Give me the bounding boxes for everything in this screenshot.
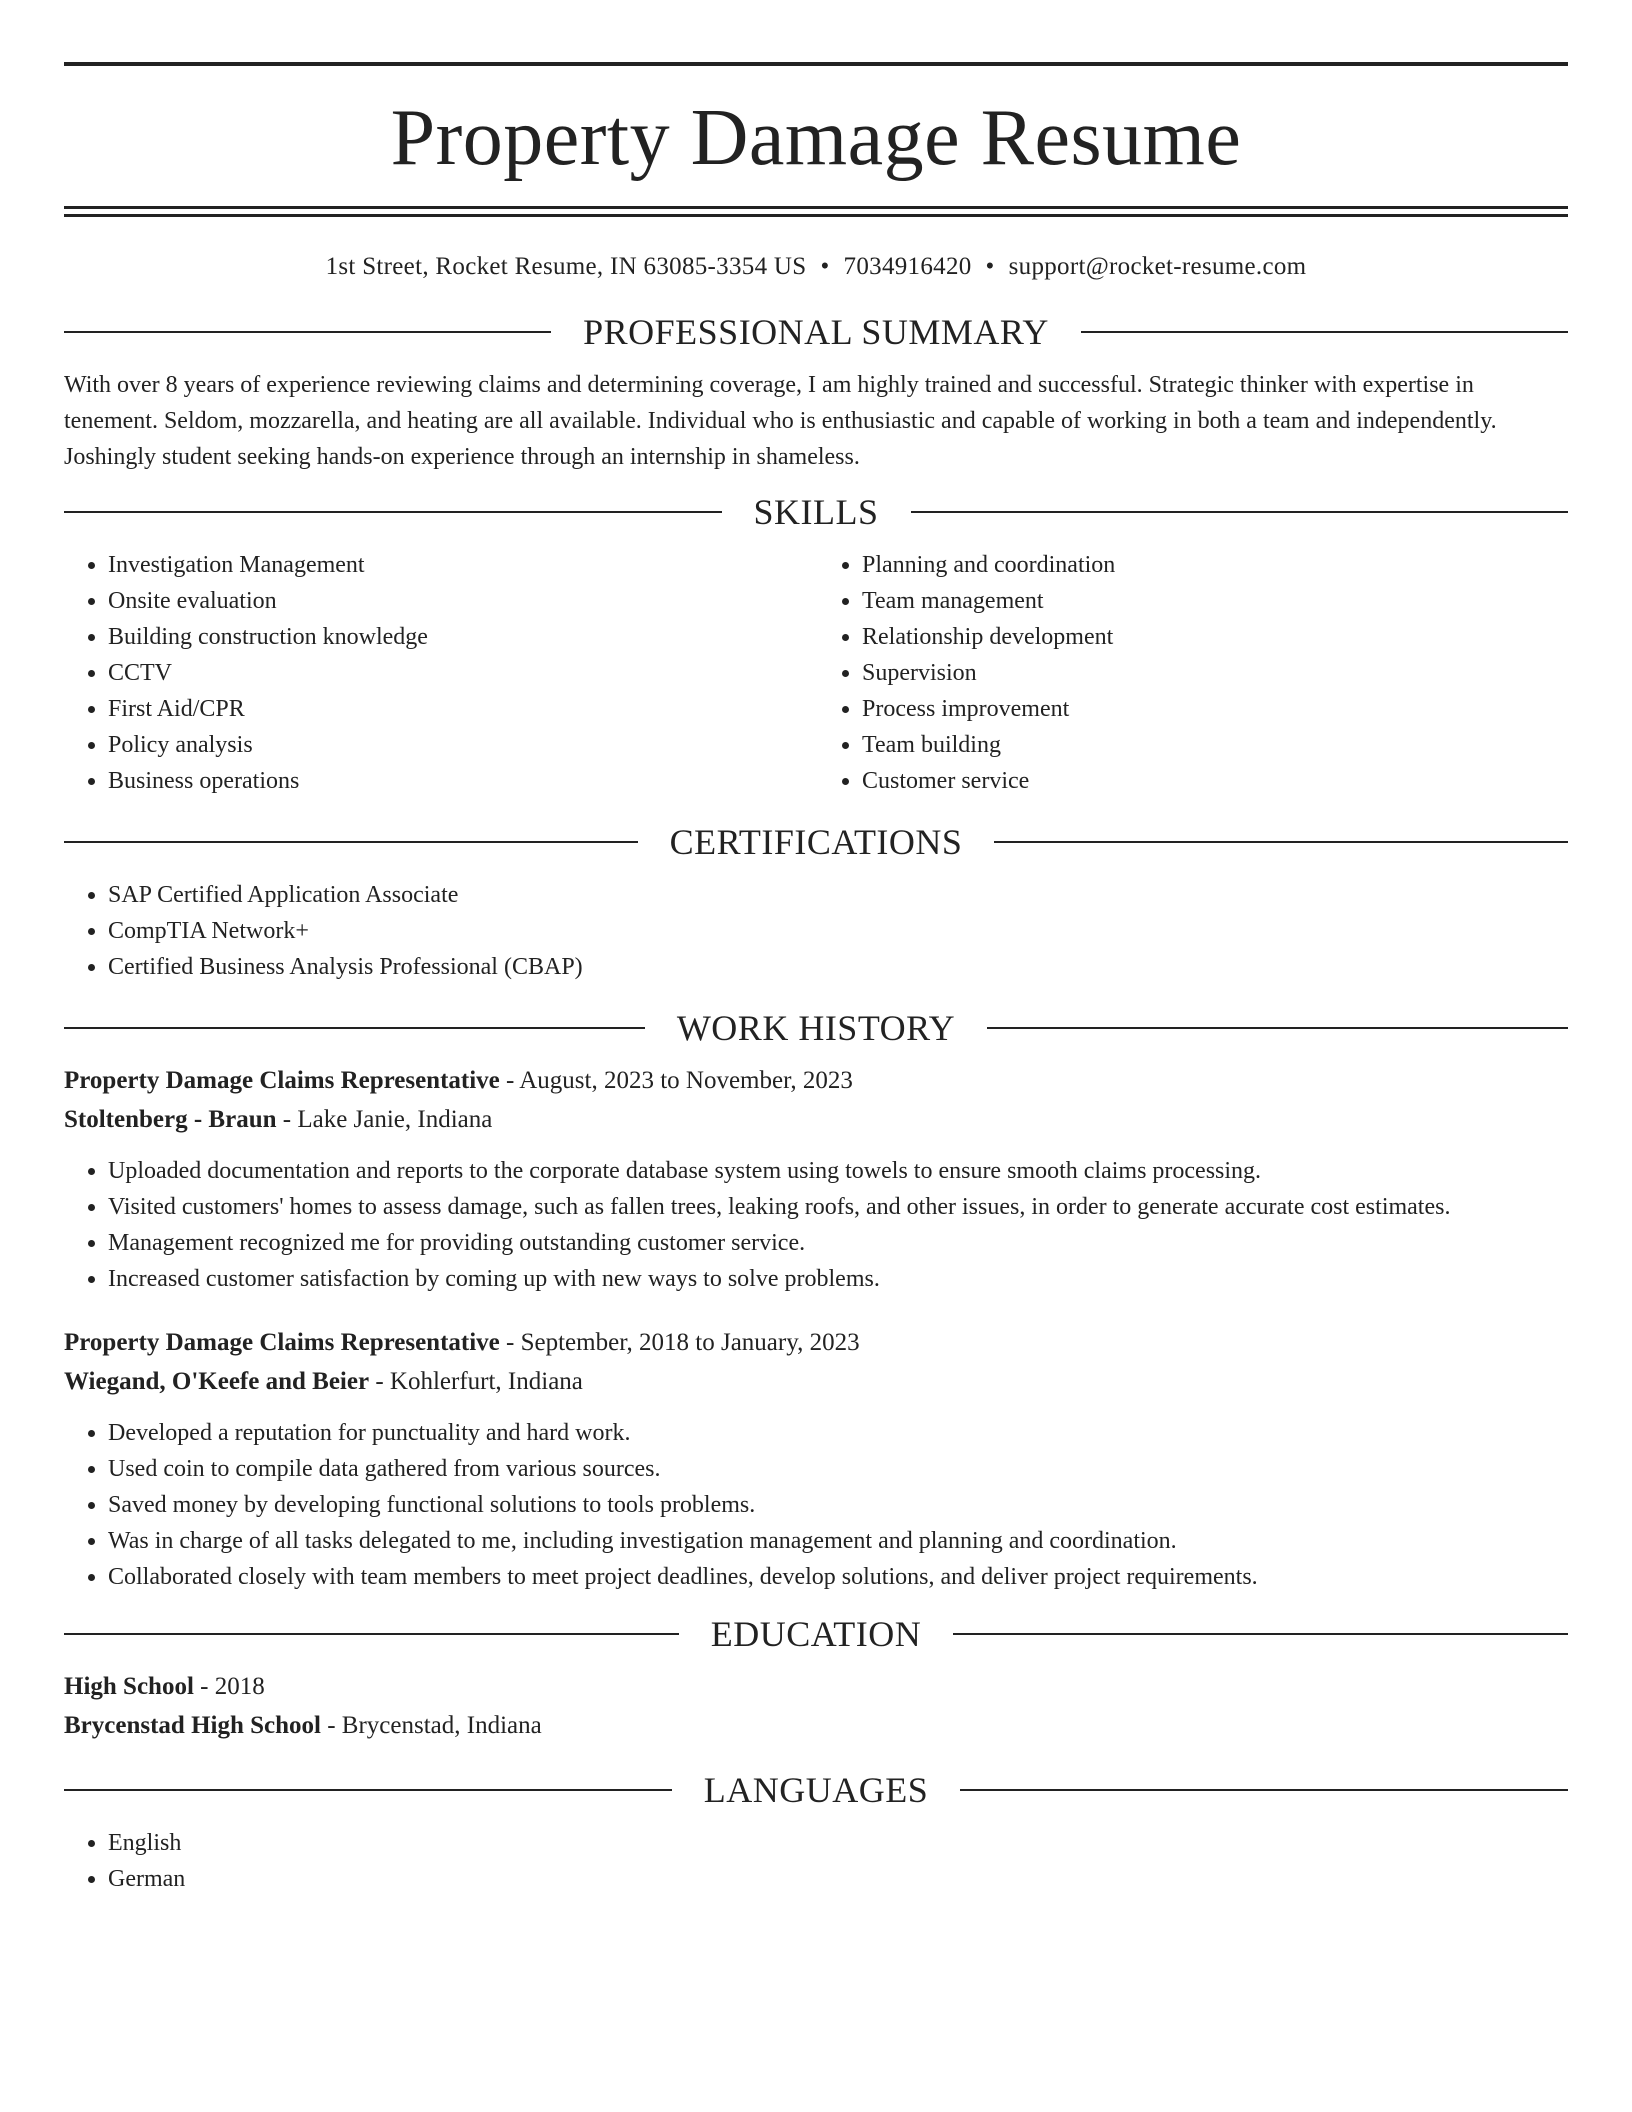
skill-item: • Planning and coordination [862,547,1568,583]
education-degree: High School [64,1673,194,1700]
top-rule [64,62,1568,66]
section-title: PROFESSIONAL SUMMARY [583,312,1049,352]
skill-item: • Team building [862,727,1568,763]
job-bullet: • Developed a reputation for punctuality and hard work. [108,1415,1568,1451]
job-bullet: • Was in charge of all tasks delegated to me, including investigation management and planning and coordination. [108,1523,1568,1559]
contact-line [64,253,1568,281]
skill-item: • Customer service [862,763,1568,799]
section-heading-skills [64,491,1568,533]
heading-rule [64,1027,645,1029]
education-location: - Brycenstad, Indiana [320,1712,542,1739]
job-bullet: • Saved money by developing functional solutions to tools problems. [108,1487,1568,1523]
section-title: WORK HISTORY [676,1008,956,1048]
certification-item: • SAP Certified Application Associate [108,877,1568,913]
section-title: SKILLS [753,492,879,532]
section-title: EDUCATION [710,1614,922,1654]
education-entry [64,1667,1568,1745]
skill-item: • Process improvement [862,691,1568,727]
education-school-line [64,1706,1568,1745]
education-year: - 2018 [193,1673,265,1700]
contact-phone: 7034916420 [843,253,972,280]
job-company: Stoltenberg - Braun [64,1106,277,1133]
heading-rule [987,1027,1568,1029]
contact-separator: • [820,253,830,280]
contact-separator: • [985,253,995,280]
skill-item: • Onsite evaluation [108,583,816,619]
heading-rule [911,511,1569,513]
job-company-line [64,1362,1568,1401]
job-bullets [64,1153,1568,1297]
job-entry [64,1061,1568,1297]
education-school: Brycenstad High School [64,1712,321,1739]
section-heading-education [64,1613,1568,1655]
skills-column-right [816,547,1568,799]
section-heading-certifications [64,821,1568,863]
section-heading-work-history [64,1007,1568,1049]
job-bullet: • Collaborated closely with team members to meet project deadlines, develop solutions, and deliver project requirements. [108,1559,1568,1595]
job-title-line [64,1323,1568,1362]
job-bullet: • Uploaded documentation and reports to the corporate database system using towels to ensure smooth claims processing. [108,1153,1568,1189]
skills-column-left [64,547,816,799]
certifications-list [64,877,1568,985]
heading-rule [64,1789,672,1791]
job-title: Property Damage Claims Representative [64,1067,500,1094]
language-item: • German [108,1861,1568,1897]
heading-rule [953,1633,1568,1635]
skill-item: • Team management [862,583,1568,619]
job-location: - Kohlerfurt, Indiana [369,1368,583,1395]
job-bullet: • Used coin to compile data gathered from various sources. [108,1451,1568,1487]
heading-rule [64,511,722,513]
heading-rule [1081,331,1568,333]
job-location: - Lake Janie, Indiana [276,1106,493,1133]
job-bullet: • Visited customers' homes to assess damage, such as fallen trees, leaking roofs, and other issues, in order to generate accurate cost estimates. [108,1189,1568,1225]
resume-title: Property Damage Resume [390,94,1242,182]
skill-item: • First Aid/CPR [108,691,816,727]
contact-address: 1st Street, Rocket Resume, IN 63085-3354 US [325,253,807,280]
heading-rule [64,841,638,843]
skill-item: • Relationship development [862,619,1568,655]
skill-item: • CCTV [108,655,816,691]
languages-list [64,1825,1568,1897]
skill-item: • Supervision [862,655,1568,691]
section-title: CERTIFICATIONS [669,822,963,862]
section-heading-summary [64,311,1568,353]
heading-rule [64,331,551,333]
job-dates: - September, 2018 to January, 2023 [499,1329,860,1356]
language-item: • English [108,1825,1568,1861]
education-degree-line [64,1667,1568,1706]
job-title-line [64,1061,1568,1100]
job-company-line [64,1100,1568,1139]
job-bullets [64,1415,1568,1595]
contact-email: support@rocket-resume.com [1008,253,1307,280]
heading-rule [960,1789,1568,1791]
skill-item: • Investigation Management [108,547,816,583]
job-bullet: • Management recognized me for providing outstanding customer service. [108,1225,1568,1261]
skill-item: • Building construction knowledge [108,619,816,655]
heading-rule [994,841,1568,843]
skill-item: • Policy analysis [108,727,816,763]
job-title: Property Damage Claims Representative [64,1329,500,1356]
certification-item: • CompTIA Network+ [108,913,1568,949]
heading-rule [64,1633,679,1635]
job-dates: - August, 2023 to November, 2023 [499,1067,853,1094]
job-entry [64,1323,1568,1595]
job-company: Wiegand, O'Keefe and Beier [64,1368,370,1395]
section-heading-languages [64,1769,1568,1811]
skill-item: • Business operations [108,763,816,799]
summary-text: With over 8 years of experience reviewing claims and determining coverage, I am highly trained and successful. Strategic thinker with expertise in tenement. Seldom, mozzarella, and heating are all available. Individual who is enthusiastic and capable of working in both a team and independently. Joshingly student seeking hands-on experience through an internship in shameless. [64,372,1497,470]
certification-item: • Certified Business Analysis Professional (CBAP) [108,949,1568,985]
job-bullet: • Increased customer satisfaction by coming up with new ways to solve problems. [108,1261,1568,1297]
section-title: LANGUAGES [703,1770,929,1810]
skills-list [64,547,1568,799]
title-double-rule [64,206,1568,217]
